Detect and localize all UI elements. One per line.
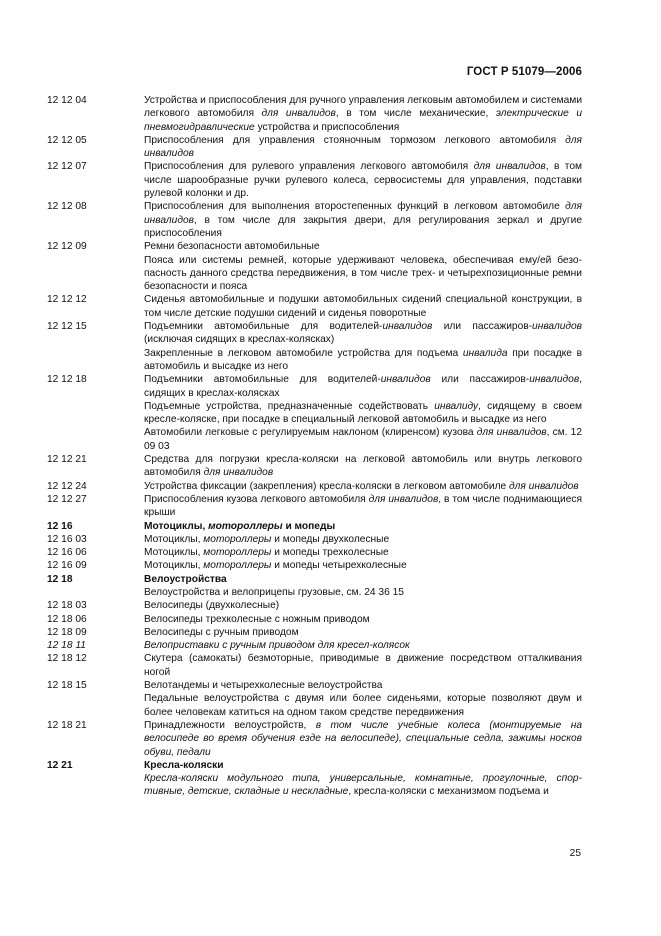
classification-entry [47,200,582,240]
entry-paragraph: Велоприставки с ручным приводом для кресел-колясок [144,640,410,652]
entry-paragraph: Подъемники автомобильные для водителей-инвалидов или пассажиров-инвалидов, сидящих в креслах-колясках [144,374,582,399]
classification-entry [47,94,582,134]
entry-description [144,160,582,200]
classification-entry [47,453,582,480]
classification-entry [47,546,582,559]
entry-paragraph: Мотоциклы, мотороллеры и мопеды двухколесные [144,533,390,545]
classification-entry [47,759,582,799]
entry-code: 12 12 09 [47,241,87,253]
entry-description [144,94,582,134]
classification-entry [47,573,582,600]
entry-code: 12 18 03 [47,600,87,612]
entry-description [144,520,582,533]
entry-description [144,679,582,719]
entry-code: 12 12 18 [47,374,87,386]
entry-code: 12 12 27 [47,493,87,505]
classification-entry [47,293,582,320]
entry-paragraph: Приспособления для управления стояночным тормозом легкового автомобиля для инвалидов [144,134,582,160]
entry-description [144,546,582,559]
entry-description [144,652,582,679]
entry-paragraph: Автомобили легковые с регулируемым наклоном (клиренсом) кузова для инвалидов, см. 12 09 03 [144,427,582,452]
classification-list [47,94,582,799]
classification-entry [47,520,582,533]
classification-entry [47,679,582,719]
entry-paragraph: Подъемники автомобильные для водителей-инвалидов или пассажиров-инвалидов (исключая сидящих в креслах-колясках) [144,321,582,346]
entry-paragraph: Педальные велоустройства с двумя или более сиденьями, которые позволяют двум и более человекам катиться на одном таком средстве передвижения [144,693,582,718]
document-header: ГОСТ Р 51079—2006 [466,66,582,78]
entry-description [144,639,582,652]
classification-entry [47,134,582,161]
entry-code: 12 16 09 [47,560,87,572]
entry-code: 12 12 24 [47,480,87,492]
entry-paragraph: Приспособления для выполнения второстепенных функций в легковом автомобиле для инвалидов, в том числе для закрытия двери, для регулирования зеркал и другие приспособления [144,201,582,239]
entry-code: 12 18 11 [47,640,86,652]
entry-code: 12 18 09 [47,626,87,638]
entry-paragraph: Устройства и приспособления для ручного управления легковым автомобилем и системами легкового автомобиля для инвалидов, в том числе механические, электрические и пневмогидравлические устройства и приспособления [144,95,583,133]
classification-entry [47,613,582,626]
entry-description [144,533,582,546]
entry-paragraph: Велосипеды с ручным приводом [144,626,299,638]
entry-paragraph: Мотоциклы, мотороллеры и мопеды [144,520,336,532]
classification-entry [47,373,582,453]
entry-description [144,480,582,493]
entry-paragraph: Средства для погрузки кресла-коляски на легковой автомобиль или внутрь легкового автомобиля для инвалидов [144,454,582,479]
entry-paragraph: Устройства фиксации (закрепления) кресла-коляски в легковом автомобиле для инвалидов [144,480,579,492]
entry-paragraph: Подъемные устройства, предназначенные содействовать инвалиду, сидящему в своем кресле-коляске, при посадке в специальный легковой автомобиль и высадке из него [144,400,582,426]
classification-entry [47,719,582,759]
classification-entry [47,639,582,652]
classification-entry [47,480,582,493]
entry-code: 12 12 07 [47,161,87,173]
entry-paragraph: Приспособления кузова легкового автомобиля для инвалидов, в том числе поднимающиеся крыши [144,493,583,519]
entry-paragraph: Приспособления для рулевого управления легкового автомобиля для инвалидов, в том числе шарообразные ручки рулевого колеса, сервосистемы для управления, подставки рулевой колонки и др. [144,161,583,200]
entry-paragraph: Мотоциклы, мотороллеры и мопеды трехколесные [144,547,389,559]
entry-paragraph: Скутера (самокаты) безмоторные, приводимые в движение посредством отталкивания ногой [144,653,582,678]
entry-description [144,626,582,639]
entry-code: 12 12 04 [47,95,87,106]
entry-paragraph: Кресла-коляски модульного типа, универсальные, комнатные, прогулочные, спортивные, детские, складные и нескладные, кресла-коляски с механизмом подъема и [144,773,582,798]
classification-entry [47,599,582,612]
entry-paragraph: Велосипеды трехколесные с ножным приводом [144,613,370,625]
entry-description [144,613,582,626]
classification-entry [47,652,582,679]
entry-code: 12 12 15 [47,321,87,333]
classification-entry [47,320,582,373]
entry-description [144,453,582,480]
entry-description [144,373,582,453]
entry-paragraph: Принадлежности велоустройств, в том числе учебные колеса (монтируемые на велосипеде во время обучения езде на велосипеде), специальные седла, зажимы носков обуви, педали [144,719,582,758]
entry-paragraph: Ремни безопасности автомобильные [144,241,320,253]
entry-code: 12 18 15 [47,680,87,692]
entry-code: 12 18 06 [47,613,87,625]
entry-description [144,293,582,320]
entry-code: 12 21 [47,759,73,771]
entry-paragraph: Велотандемы и четырехколесные велоустройства [144,680,383,692]
entry-description [144,320,582,373]
entry-code: 12 18 12 [47,653,87,665]
page-number: 25 [569,848,581,859]
classification-entry [47,559,582,572]
entry-paragraph: Велоустройства [144,573,227,585]
entry-code: 12 18 [47,573,73,585]
classification-entry [47,533,582,546]
entry-paragraph: Велоустройства и велоприцепы грузовые, см. 24 36 15 [144,586,404,598]
entry-paragraph: Закрепленные в легковом автомобиле устройства для подъема инвалида при посадке в автомобиль и высадке из него [144,347,582,372]
entry-description [144,759,582,799]
entry-description [144,599,582,612]
entry-description [144,559,582,572]
entry-description [144,200,582,240]
classification-entry [47,626,582,639]
entry-paragraph: Мотоциклы, мотороллеры и мопеды четырехколесные [144,560,407,572]
classification-entry [47,493,582,520]
entry-code: 12 12 21 [47,454,87,466]
entry-description [144,719,582,759]
entry-code: 12 12 12 [47,294,87,306]
entry-description [144,134,582,161]
entry-paragraph: Велосипеды (двухколесные) [144,600,280,612]
entry-description [144,493,582,520]
entry-code: 12 18 21 [47,719,87,731]
entry-code: 12 12 08 [47,201,87,213]
entry-code: 12 16 03 [47,533,87,545]
entry-description [144,240,582,293]
entry-paragraph: Пояса или системы ремней, которые удерживают человека, обеспечивая ему/ей безопасность данного средства передвижения, в том числе трех- и четырехпозиционные ремни безопасности и пояса [144,254,582,293]
entry-code: 12 12 05 [47,134,87,146]
entry-description [144,573,582,600]
entry-code: 12 16 06 [47,547,87,559]
entry-code: 12 16 [47,520,73,532]
entry-paragraph: Кресла-коляски [144,759,224,771]
classification-entry [47,240,582,293]
entry-paragraph: Сиденья автомобильные и подушки автомобильных сидений специальной конструкции, в том числе детские подушки сидений и сиденья поворотные [144,294,582,319]
classification-entry [47,160,582,200]
